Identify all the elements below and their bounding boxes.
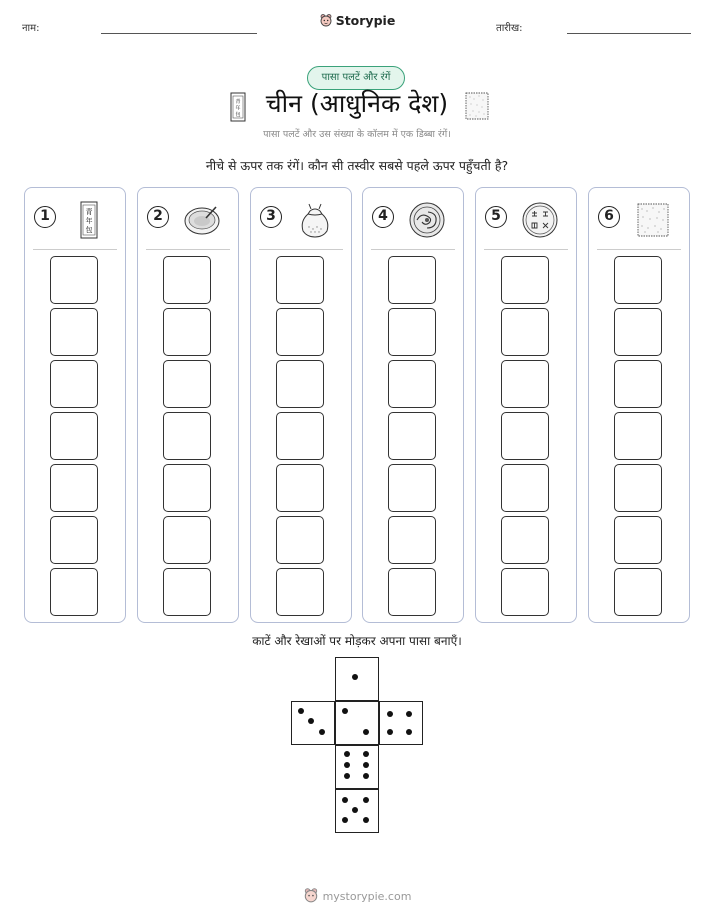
color-box[interactable] <box>276 412 324 460</box>
color-box[interactable] <box>501 256 549 304</box>
dice-pip <box>363 751 369 757</box>
color-box[interactable] <box>163 464 211 512</box>
column-divider <box>259 249 343 250</box>
column-6 <box>588 187 690 623</box>
column-number: 4 <box>372 206 394 228</box>
svg-text:包: 包 <box>85 226 93 234</box>
color-box[interactable] <box>276 516 324 564</box>
footer <box>0 887 714 903</box>
color-box[interactable] <box>276 360 324 408</box>
color-box[interactable] <box>501 516 549 564</box>
dice-pip <box>319 729 325 735</box>
color-box[interactable] <box>163 256 211 304</box>
instruction-text: नीचे से ऊपर तक रंगें। कौन सी तस्वीर सबसे पहले ऊपर पहुँचती है? <box>205 158 509 173</box>
color-box[interactable] <box>388 308 436 356</box>
column-number: 1 <box>34 206 56 228</box>
dice-face-2 <box>335 701 379 745</box>
color-box[interactable] <box>50 568 98 616</box>
svg-text:包: 包 <box>235 112 241 118</box>
dice-face-3 <box>291 701 335 745</box>
svg-text:年: 年 <box>235 105 241 112</box>
color-box[interactable] <box>50 412 98 460</box>
column-2 <box>137 187 239 623</box>
date-label: तारीख: <box>496 23 523 34</box>
square-tile-icon <box>633 201 673 239</box>
color-box[interactable] <box>163 412 211 460</box>
color-box[interactable] <box>614 516 662 564</box>
dice-pip <box>298 708 304 714</box>
square-tile-icon <box>465 92 489 120</box>
color-box[interactable] <box>163 568 211 616</box>
column-divider <box>597 249 681 250</box>
column-number: 5 <box>485 206 507 228</box>
dice-pip <box>344 762 350 768</box>
color-box[interactable] <box>388 412 436 460</box>
dice-pip <box>406 729 412 735</box>
inscribed-medallion-icon <box>520 201 560 239</box>
dice-pip <box>363 773 369 779</box>
column-number: 2 <box>147 206 169 228</box>
color-box[interactable] <box>163 308 211 356</box>
color-box[interactable] <box>50 360 98 408</box>
color-box[interactable] <box>614 412 662 460</box>
dice-pip <box>352 807 358 813</box>
color-box[interactable] <box>388 256 436 304</box>
color-box[interactable] <box>50 516 98 564</box>
column-divider <box>371 249 455 250</box>
sack-icon <box>295 201 335 239</box>
color-box[interactable] <box>163 360 211 408</box>
color-box[interactable] <box>276 308 324 356</box>
color-box[interactable] <box>388 464 436 512</box>
brand-name: Storypie <box>335 13 396 28</box>
color-box[interactable] <box>276 464 324 512</box>
color-box[interactable] <box>501 464 549 512</box>
svg-text:青: 青 <box>85 208 93 216</box>
column-divider <box>33 249 117 250</box>
name-label: नाम: <box>22 23 40 34</box>
name-line[interactable] <box>101 33 257 34</box>
column-5 <box>475 187 577 623</box>
color-box[interactable] <box>501 360 549 408</box>
dice-pip <box>342 797 348 803</box>
color-box[interactable] <box>614 308 662 356</box>
dice-pip <box>363 817 369 823</box>
column-divider <box>146 249 230 250</box>
footer-url[interactable]: mystorypie.com <box>322 890 412 903</box>
brand-header <box>0 13 714 28</box>
storypie-logo-icon <box>319 13 333 27</box>
color-box[interactable] <box>614 464 662 512</box>
dice-pip <box>308 718 314 724</box>
activity-badge: पासा पलटें और रंगें <box>307 66 405 90</box>
column-number: 3 <box>260 206 282 228</box>
storypie-logo-icon <box>303 887 319 903</box>
color-box[interactable] <box>50 308 98 356</box>
dice-face-1 <box>335 657 379 701</box>
color-box[interactable] <box>163 516 211 564</box>
dice-pip <box>363 762 369 768</box>
svg-text:青: 青 <box>235 99 241 105</box>
dice-face-6 <box>335 745 379 789</box>
dice-pip <box>387 711 393 717</box>
dice-pip <box>342 817 348 823</box>
color-box[interactable] <box>614 256 662 304</box>
color-box[interactable] <box>614 568 662 616</box>
dice-pip <box>344 773 350 779</box>
svg-text:年: 年 <box>85 217 93 225</box>
dice-face-4 <box>379 701 423 745</box>
column-1 <box>24 187 126 623</box>
color-box[interactable] <box>501 568 549 616</box>
dice-pip <box>406 711 412 717</box>
dice-face-5 <box>335 789 379 833</box>
dice-pip <box>342 708 348 714</box>
column-3 <box>250 187 352 623</box>
color-box[interactable] <box>388 516 436 564</box>
dice-pip <box>387 729 393 735</box>
dice-pip <box>363 729 369 735</box>
page-subtitle: पासा पलटें और उस संख्या के कॉलम में एक डिब्बा रंगें। <box>263 129 451 140</box>
color-box[interactable] <box>614 360 662 408</box>
dice-pip <box>352 674 358 680</box>
dice-pip <box>363 797 369 803</box>
column-divider <box>484 249 568 250</box>
round-seal-icon <box>407 201 447 239</box>
scroll-poster-icon <box>69 201 109 239</box>
color-box[interactable] <box>276 256 324 304</box>
dice-pip <box>344 751 350 757</box>
color-box[interactable] <box>501 412 549 460</box>
color-box[interactable] <box>388 360 436 408</box>
cut-instruction: काटें और रेखाओं पर मोड़कर अपना पासा बनाएँ। <box>252 634 462 648</box>
bowl-icon <box>182 201 222 239</box>
color-box[interactable] <box>276 568 324 616</box>
column-number: 6 <box>598 206 620 228</box>
column-4 <box>362 187 464 623</box>
color-box[interactable] <box>50 256 98 304</box>
date-line[interactable] <box>567 33 691 34</box>
color-box[interactable] <box>50 464 98 512</box>
color-box[interactable] <box>388 568 436 616</box>
page-title: चीन (आधुनिक देश) <box>265 89 449 118</box>
color-box[interactable] <box>501 308 549 356</box>
